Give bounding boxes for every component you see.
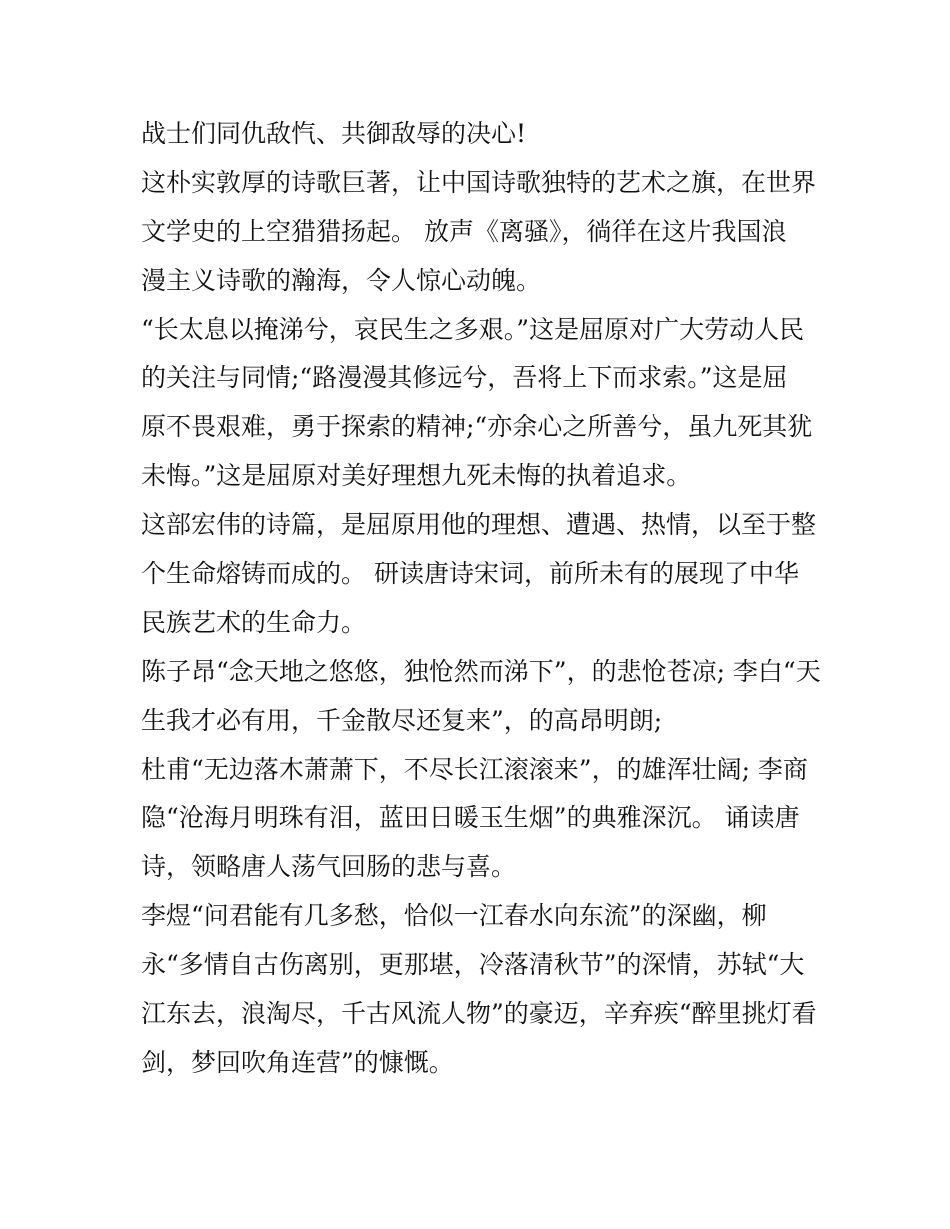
- text-line: 生我才必有用，千金散尽还复来”，的高昂明朗;: [141, 705, 663, 735]
- text-line: 民族艺术的生命力。: [141, 607, 367, 637]
- text-line: 这朴实敦厚的诗歌巨著，让中国诗歌独特的艺术之旗，在世界: [141, 167, 817, 197]
- text-line: 文学史的上空猎猎扬起。 放声《离骚》，徜徉在这片我国浪: [141, 216, 787, 246]
- text-line: 战士们同仇敌忾、共御敌辱的决心!: [141, 119, 527, 148]
- text-line: 杜甫“无边落木萧萧下，不尽长江滚滚来”，的雄浑壮阔; 李商: [141, 754, 808, 784]
- text-line: 陈子昂“念天地之悠悠，独怆然而涕下”，的悲怆苍凉; 李白“天: [141, 656, 821, 686]
- text-line: 江东去，浪淘尽，千古风流人物”的豪迈，辛弃疾“醉里挑灯看: [141, 999, 817, 1029]
- text-line: 原不畏艰难，勇于探索的精神;“亦余心之所善兮，虽九死其犹: [141, 412, 813, 442]
- text-line: 漫主义诗歌的瀚海，令人惊心动魄。: [141, 265, 542, 295]
- text-line: 隐“沧海月明珠有泪，蓝田日暖玉生烟”的典雅深沉。 诵读唐: [141, 803, 800, 833]
- text-line: 李煜“问君能有几多愁，恰似一江春水向东流”的深幽，柳: [141, 901, 767, 931]
- text-line: 诗，领略唐人荡气回肠的悲与喜。: [141, 852, 517, 882]
- document-body: [141, 110, 831, 1088]
- text-line: “长太息以掩涕兮，哀民生之多艰。”这是屈原对广大劳动人民: [141, 314, 805, 344]
- text-line: 的关注与同情;“路漫漫其修远兮，吾将上下而求索。”这是屈: [141, 363, 788, 393]
- text-line: 这部宏伟的诗篇，是屈原用他的理想、遭遇、热情，以至于整: [141, 510, 817, 540]
- text-line: 未悔。”这是屈原对美好理想九死未悔的执着追求。: [141, 461, 692, 491]
- text-line: 剑，梦回吹角连营”的慷慨。: [141, 1047, 454, 1077]
- text-line: 永“多情自古伤离别，更那堪，冷落清秋节”的深情，苏轼“大: [141, 950, 805, 980]
- text-line: 个生命熔铸而成的。 研读唐诗宋词，前所未有的展现了中华: [141, 559, 799, 589]
